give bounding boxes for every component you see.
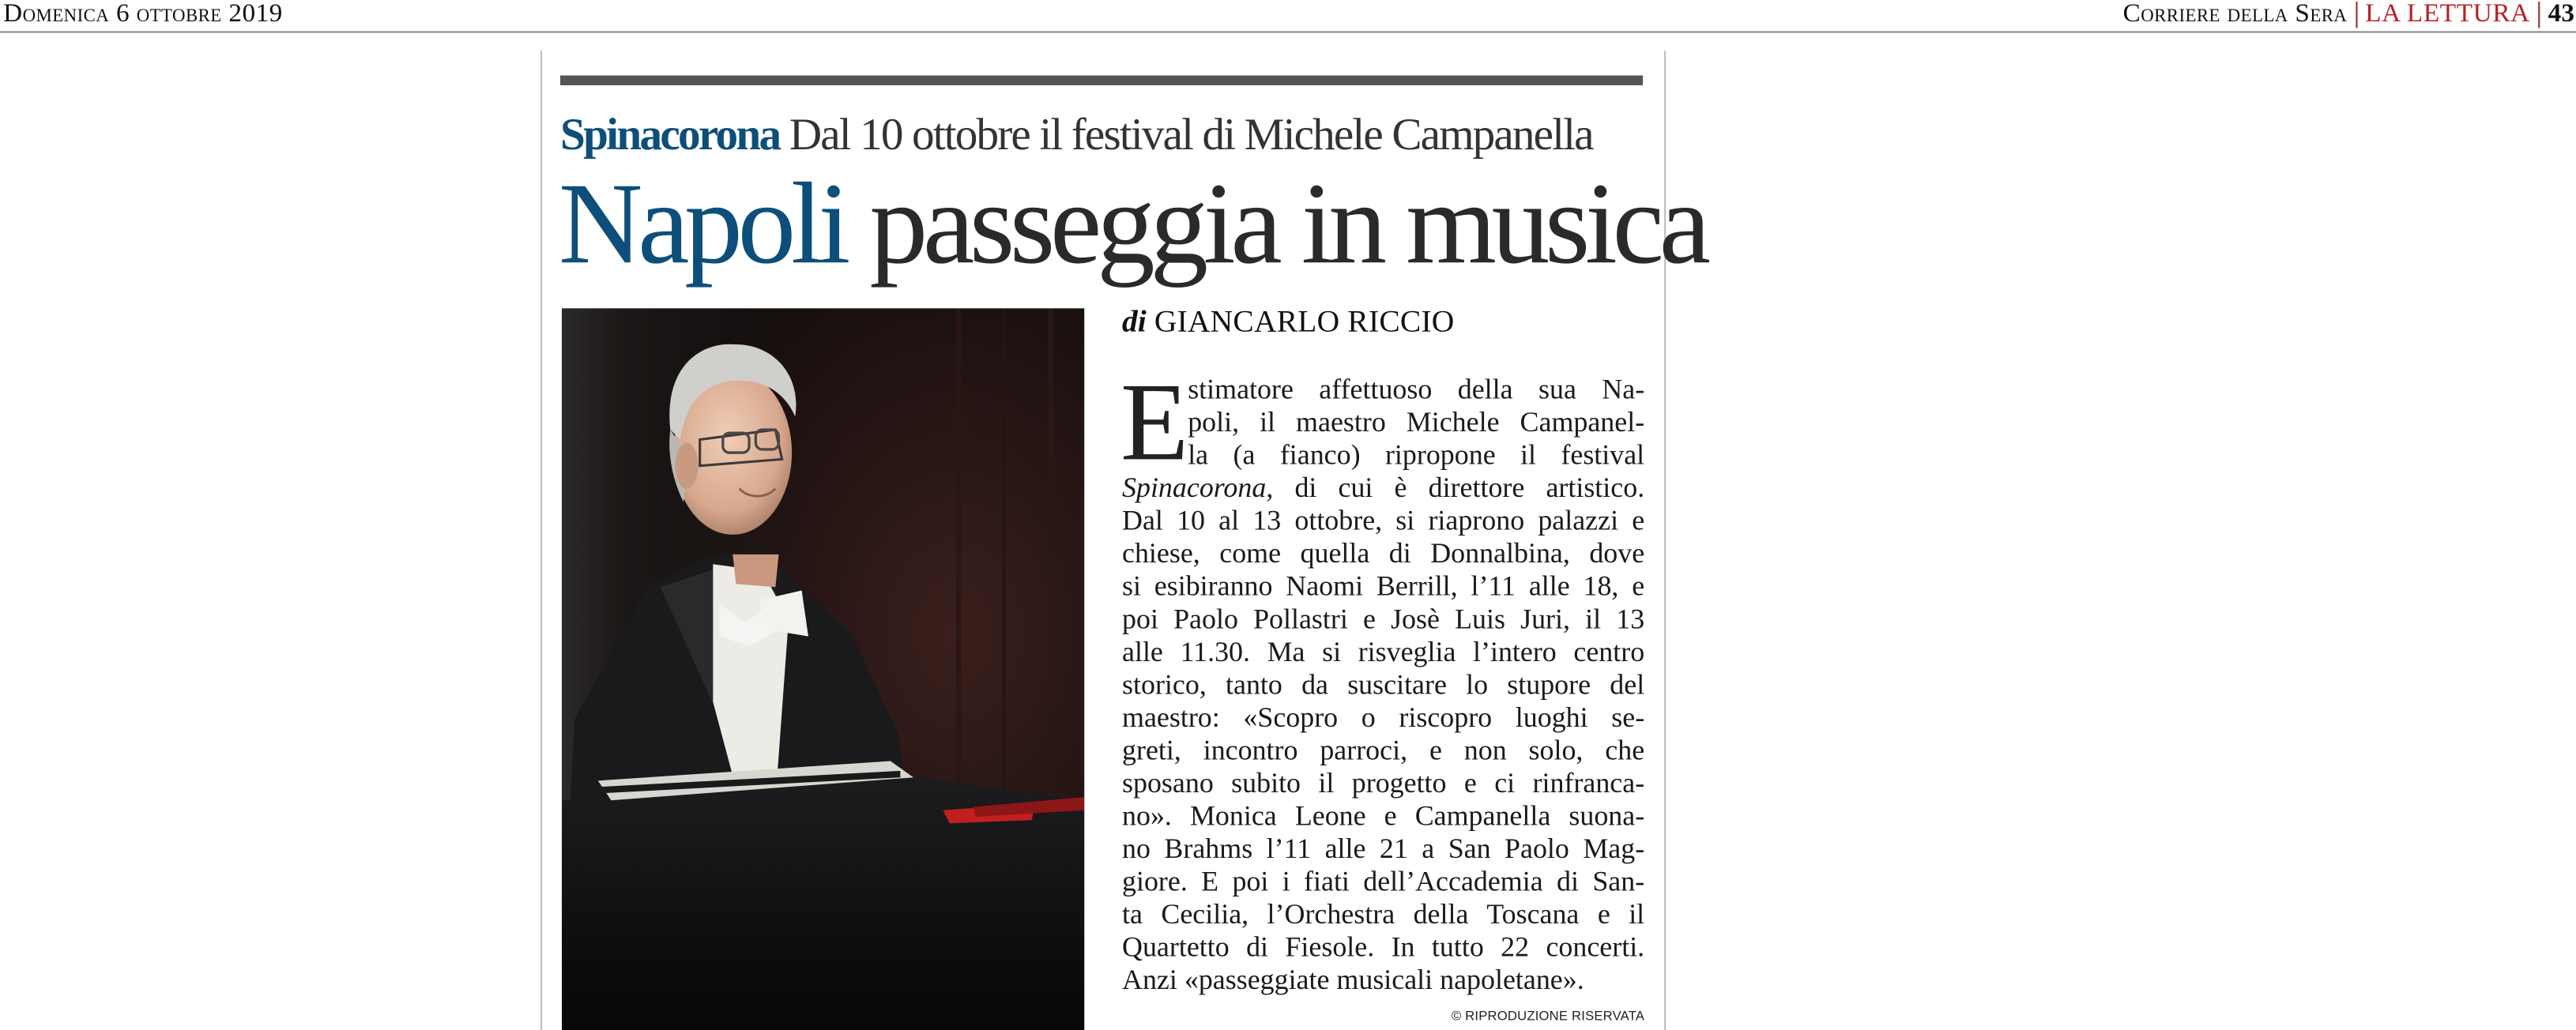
body-line: stimatore affettuoso della sua Na- [1188,374,1645,405]
body-line [1122,472,1644,506]
body-line: alle 11.30. Ma si risveglia l’intero centro [1122,636,1645,668]
running-header [0,0,2576,33]
body-line: sposano subito il progetto e ci rinfranca- [1122,767,1645,799]
body-line: chiese, come quella di Donnalbina, dove [1122,538,1645,570]
header-divider [2356,2,2357,28]
drop-cap: E [1120,359,1189,484]
body-line: poli, il maestro Michele Campanel- [1188,406,1645,438]
body-line: no». Monica Leone e Campanella suona- [1122,800,1645,832]
body-line-rest: , di cui è direttore artistico. [1266,472,1645,504]
masthead-group [2123,0,2574,29]
headline [559,159,1706,290]
article-body [1120,359,1645,997]
kicker [560,108,1678,160]
body-line: storico, tanto da suscitare lo stupore del [1122,669,1645,701]
body-line: ta Cecilia, l’Orchestra della Toscana e il [1122,898,1645,930]
body-line: la (a fianco) ripropone il festival [1188,439,1645,471]
body-line: giore. E poi i fiati dell’Accademia di San- [1122,866,1645,897]
section-rule [560,76,1643,85]
byline-prefix: di [1122,305,1147,340]
supplement-title: LA LETTURA [2365,0,2530,28]
body-line: Anzi «passeggiate musicali napoletane». [1122,964,1584,996]
body-line: poi Paolo Pollastri e Josè Luis Juri, il 13 [1122,603,1645,635]
pianist-portrait-icon [562,308,1084,1030]
newspaper-masthead: Corriere della Sera [2122,0,2348,28]
festival-name: Spinacorona [1122,472,1267,504]
body-line: si esibiranno Naomi Berrill, l’11 alle 18, e [1122,570,1645,603]
byline-author: GIANCARLO RICCIO [1146,305,1455,340]
pianist-photo [562,308,1084,1030]
kicker-lead: Spinacorona [559,108,780,160]
byline [1122,303,1455,343]
kicker-text: Dal 10 ottobre il festival di Michele Campanella [779,108,1593,160]
issue-date: Domenica 6 ottobre 2019 [3,0,283,28]
body-line: Quartetto di Fiesole. In tutto 22 concerti. [1122,931,1645,963]
body-line: no Brahms l’11 alle 21 a San Paolo Mag- [1122,833,1645,865]
body-line: Dal 10 al 13 ottobre, si riaprono palazzi e [1122,505,1645,536]
body-line: greti, incontro parroci, e non solo, che [1122,735,1645,766]
headline-lead: Napoli [558,160,845,289]
copyright-notice: © RIPRODUZIONE RISERVATA [1451,1008,1645,1024]
body-line: maestro: «Scopro o riscopro luoghi se- [1122,701,1645,734]
headline-text: passeggia in musica [845,160,1706,289]
header-divider [2538,2,2540,28]
page-number: 43 [2548,0,2574,28]
article [540,51,1706,1030]
